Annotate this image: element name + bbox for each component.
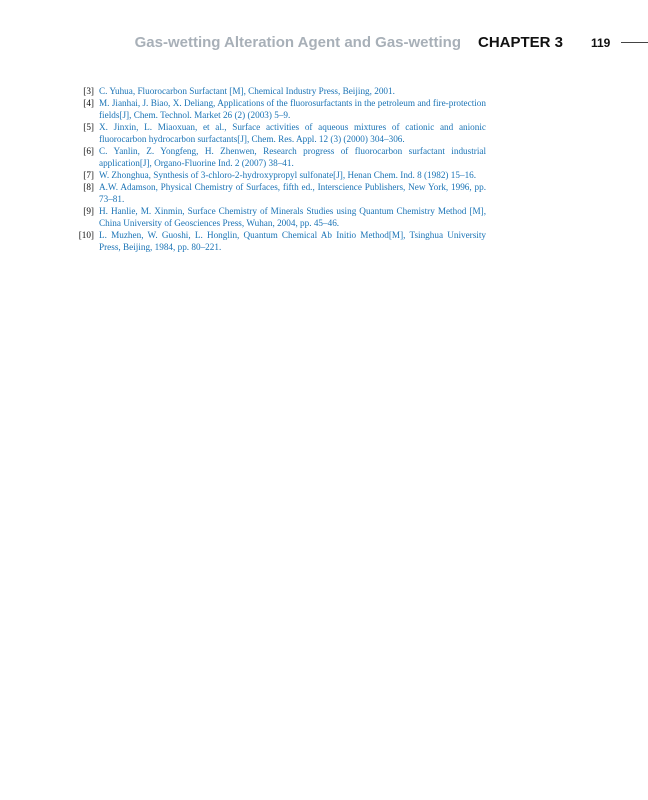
reference-item (70, 229, 486, 253)
reference-number: [9] (83, 206, 94, 216)
running-head-title: Gas-wetting Alteration Agent and Gas-wetting (134, 34, 461, 51)
reference-text: M. Jianhai, J. Biao, X. Deliang, Applications of the fluorosurfactants in the petroleum and fire-protection fields[J], Chem. Technol. Market 26 (2) (2003) 5–9. (99, 98, 486, 120)
reference-text: A.W. Adamson, Physical Chemistry of Surfaces, fifth ed., Interscience Publishers, New York, 1996, pp. 73–81. (99, 182, 486, 204)
reference-text: C. Yuhua, Fluorocarbon Surfactant [M], Chemical Industry Press, Beijing, 2001. (99, 86, 395, 96)
reference-number: [6] (83, 146, 94, 156)
reference-text: H. Hanlie, M. Xinmin, Surface Chemistry of Minerals Studies using Quantum Chemistry Method [M], China University of Geosciences Press, Wuhan, 2004, pp. 45–46. (99, 206, 486, 228)
reference-number: [5] (83, 122, 94, 132)
reference-text: L. Muzhen, W. Guoshi, L. Honglin, Quantum Chemical Ab Initio Method[M], Tsinghua University Press, Beijing, 1984, pp. 80–221. (99, 230, 486, 252)
chapter-label: CHAPTER 3 (478, 34, 564, 51)
reference-number: [10] (78, 230, 94, 240)
reference-text: C. Yanlin, Z. Yongfeng, H. Zhenwen, Research progress of fluorocarbon surfactant industrial application[J], Organo-Fluorine Ind. 2 (2007) 38–41. (99, 146, 486, 168)
running-head (0, 32, 648, 54)
header-rule (621, 42, 648, 43)
reference-item (70, 169, 486, 181)
reference-item (70, 97, 486, 121)
reference-list (70, 85, 486, 253)
reference-text: W. Zhonghua, Synthesis of 3-chloro-2-hydroxypropyl sulfonate[J], Henan Chem. Ind. 8 (1982) 15–16. (99, 170, 477, 180)
reference-item (70, 85, 486, 97)
reference-number: [4] (83, 98, 94, 108)
reference-item (70, 145, 486, 169)
reference-number: [3] (83, 86, 94, 96)
reference-item (70, 181, 486, 205)
page-number: 119 (591, 36, 611, 50)
reference-number: [8] (83, 182, 94, 192)
reference-item (70, 121, 486, 145)
reference-number: [7] (83, 170, 94, 180)
reference-item (70, 205, 486, 229)
reference-text: X. Jinxin, L. Miaoxuan, et al., Surface activities of aqueous mixtures of cationic and anionic fluorocarbon hydrocarbon surfactants[J], Chem. Res. Appl. 12 (3) (2000) 304–306. (99, 122, 486, 144)
